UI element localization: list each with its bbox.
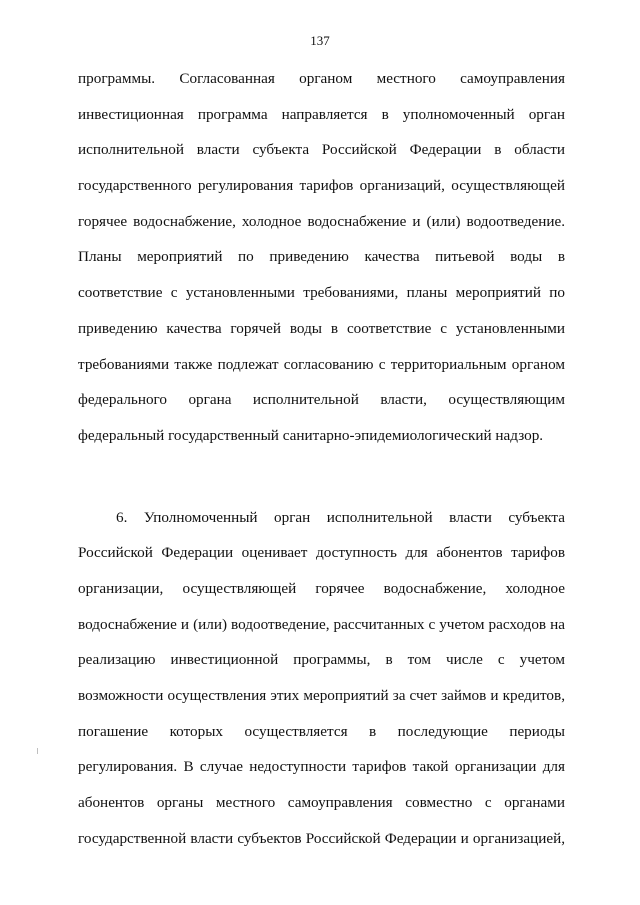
text-line: организации, осуществляющей горячее водоснабжение, холодное <box>78 579 565 597</box>
text-line: регулирования. В случае недоступности тарифов такой организации для <box>78 758 565 776</box>
text-line: 6. Уполномоченный орган исполнительной власти субъекта <box>116 508 565 526</box>
text-line: абонентов органы местного самоуправления совместно с органами <box>78 794 565 812</box>
text-line: водоснабжение и (или) водоотведение, рассчитанных с учетом расходов на <box>78 615 565 633</box>
text-line: погашение которых осуществляется в последующие периоды <box>78 722 565 740</box>
document-body <box>78 70 565 865</box>
text-line: требованиями также подлежат согласованию с территориальным органом <box>78 355 565 373</box>
text-line: Планы мероприятий по приведению качества питьевой воды в <box>78 248 565 266</box>
text-line: государственного регулирования тарифов организаций, осуществляющей <box>78 177 565 195</box>
scan-margin-mark <box>37 748 38 754</box>
text-line: соответствие с установленными требованиями, планы мероприятий по <box>78 284 565 302</box>
paragraph-investment-program <box>78 70 565 463</box>
text-line: Российской Федерации оценивает доступность для абонентов тарифов <box>78 544 565 562</box>
text-line: реализацию инвестиционной программы, в том числе с учетом <box>78 651 565 669</box>
text-line: федеральный государственный санитарно-эпидемиологический надзор. <box>78 426 544 444</box>
paragraph-item-6 <box>78 509 565 866</box>
text-line: программы. Согласованная органом местного самоуправления <box>78 70 565 87</box>
paragraph-spacing <box>78 463 565 509</box>
text-line: исполнительной власти субъекта Российской Федерации в области <box>78 141 565 159</box>
text-line: государственной власти субъектов Российской Федерации и организацией, <box>78 829 565 847</box>
text-line: горячее водоснабжение, холодное водоснабжение и (или) водоотведение. <box>78 212 565 230</box>
page-number: 137 <box>310 33 330 48</box>
text-line: федерального органа исполнительной власти, осуществляющим <box>78 391 565 409</box>
text-line: возможности осуществления этих мероприятий за счет займов и кредитов, <box>78 687 565 704</box>
text-line: инвестиционная программа направляется в уполномоченный орган <box>78 105 565 123</box>
text-line: приведению качества горячей воды в соответствие с установленными <box>78 319 565 337</box>
